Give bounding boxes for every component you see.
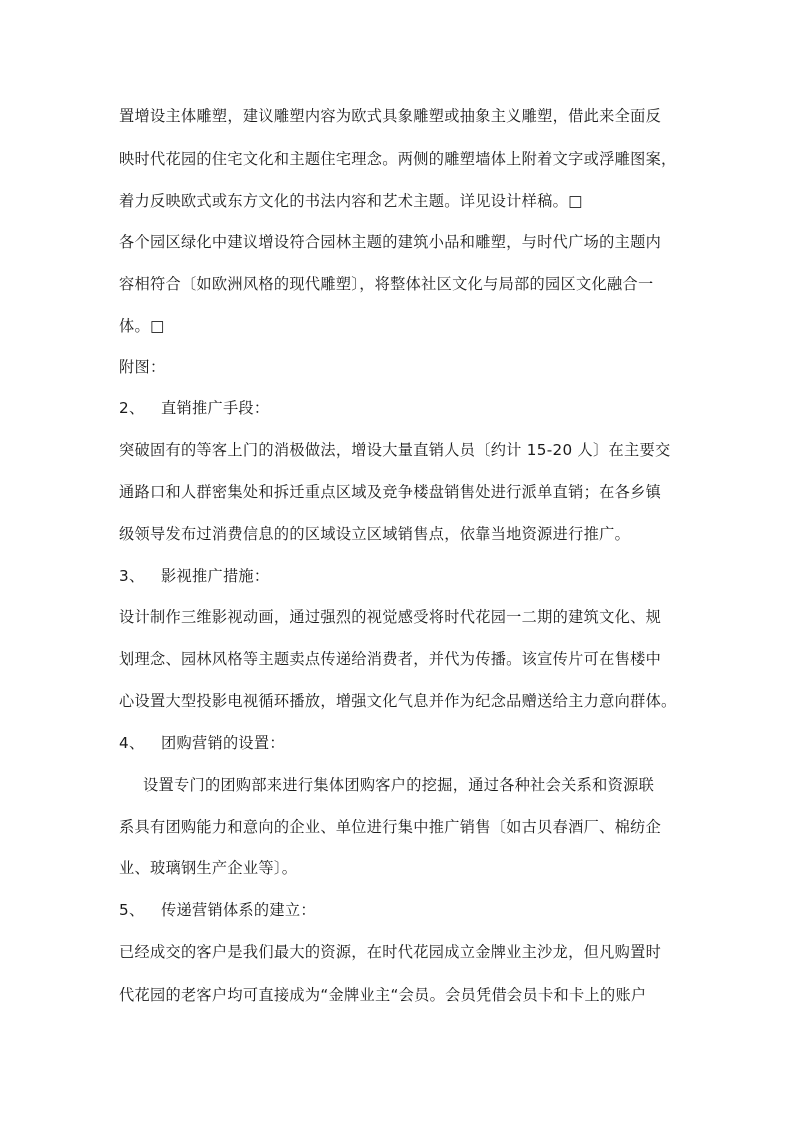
paragraph-line: 划理念、园林风格等主题卖点传递给消费者，并代为传播。该宣传片可在售楼中: [119, 650, 662, 668]
section-title: 传递营销体系的建立：: [161, 901, 316, 919]
paragraph-line: 设置专门的团购部来进行集体团购客户的挖掘，通过各种社会关系和资源联: [143, 776, 655, 794]
paragraph-line: 心设置大型投影电视循环播放，增强文化气息并作为纪念品赠送给主力意向群体。: [119, 692, 677, 710]
paragraph-line: 设计制作三维影视动画，通过强烈的视觉感受将时代花园一二期的建筑文化、规: [119, 608, 662, 626]
paragraph-line: 通路口和人群密集处和拆迁重点区域及竞争楼盘销售处进行派单直销；在各乡镇: [119, 483, 662, 501]
paragraph-line: 映时代花园的住宅文化和主题住宅理念。两侧的雕塑墙体上附着文字或浮雕图案，: [119, 150, 677, 168]
paragraph-line: 业、玻璃钢生产企业等〕。: [119, 859, 298, 877]
paragraph-line: 已经成交的客户是我们最大的资源，在时代花园成立金牌业主沙龙，但凡购置时: [119, 943, 662, 961]
section-heading: [119, 900, 316, 920]
section-title: 影视推广措施：: [161, 567, 270, 585]
paragraph-line: 各个园区绿化中建议增设符合园林主题的建筑小品和雕塑，与时代广场的主题内: [119, 233, 662, 251]
section-heading: [119, 733, 285, 753]
paragraph-line: 级领导发布过消费信息的的区域设立区域销售点，依靠当地资源进行推广。: [119, 525, 631, 543]
section-title: 直销推广手段：: [161, 399, 270, 417]
paragraph-line: 代花园的老客户均可直接成为“金牌业主“会员。会员凭借会员卡和卡上的账户: [119, 986, 647, 1004]
paragraph-line: 着力反映欧式或东方文化的书法内容和艺术主题。详见设计样稿。□: [119, 192, 583, 210]
section-number: 2、: [119, 399, 145, 417]
section-number: 3、: [119, 567, 145, 585]
paragraph-line: 附图：: [119, 358, 166, 376]
section-number: 5、: [119, 901, 145, 919]
paragraph-line: 突破固有的等客上门的消极做法，增设大量直销人员〔约计 15-20 人〕在主要交: [119, 441, 671, 459]
section-title: 团购营销的设置：: [161, 734, 285, 752]
section-heading: [119, 398, 269, 418]
paragraph-line: 体。□: [119, 317, 165, 335]
section-heading: [119, 566, 269, 586]
paragraph-line: 置增设主体雕塑，建议雕塑内容为欧式具象雕塑或抽象主义雕塑，借此来全面反: [119, 107, 662, 125]
paragraph-line: 容相符合〔如欧洲风格的现代雕塑〕，将整体社区文化与局部的园区文化融合一: [119, 275, 654, 293]
paragraph-line: 系具有团购能力和意向的企业、单位进行集中推广销售〔如古贝春酒厂、棉纺企: [119, 818, 662, 836]
section-number: 4、: [119, 734, 145, 752]
